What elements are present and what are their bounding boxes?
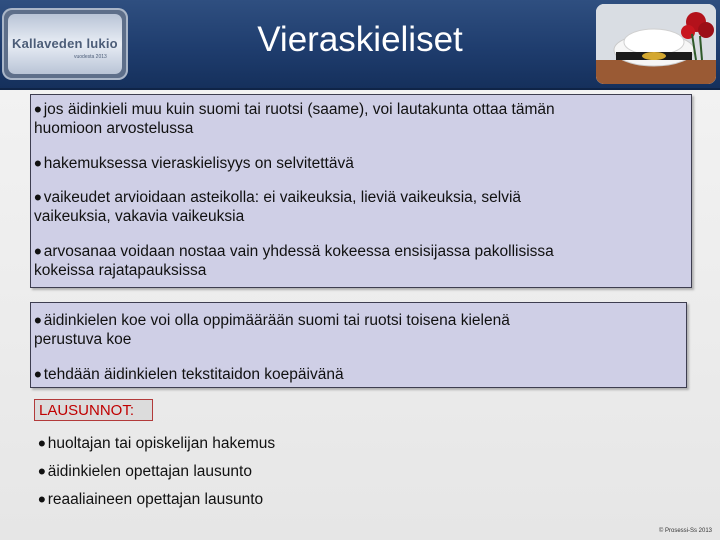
list-item-text: kokeissa rajatapauksissa <box>34 262 207 279</box>
lausunnot-label: LAUSUNNOT: <box>34 399 153 421</box>
list-item: • äidinkielen opettajan lausunto <box>38 459 252 484</box>
graduation-cap-image <box>596 4 716 84</box>
list-item: • reaaliaineen opettajan lausunto <box>38 487 264 512</box>
list-item: • jos äidinkieli muu kuin suomi tai ruotsi (saame), voi lautakunta ottaa tämän huomioon arvostelussa <box>34 97 555 137</box>
list-item: • äidinkielen koe voi olla oppimäärään suomi tai ruotsi toisena kielenä perustuva koe <box>34 308 510 348</box>
list-item: • huoltajan tai opiskelijan hakemus <box>38 431 276 456</box>
list-item: • arvosanaa voidaan nostaa vain yhdessä kokeessa ensisijassa pakollisissa kokeissa rajatapauksissa <box>34 239 554 279</box>
list-item-text: tehdään äidinkielen tekstitaidon koepäivänä <box>43 366 344 383</box>
list-item-text: vaikeuksia, vakavia vaikeuksia <box>34 208 245 225</box>
list-item-text: huomioon arvostelussa <box>34 120 194 137</box>
list-item-text: perustuva koe <box>34 331 132 348</box>
list-item-text: äidinkielen opettajan lausunto <box>47 463 252 480</box>
list-item-text: arvosanaa voidaan nostaa vain yhdessä kokeessa ensisijassa pakollisissa <box>43 243 554 260</box>
list-item-text: huoltajan tai opiskelijan hakemus <box>47 435 276 452</box>
logo-subtext: vuodesta 2013 <box>74 54 107 60</box>
list-item: • tehdään äidinkielen tekstitaidon koepäivänä <box>34 362 344 387</box>
school-logo <box>2 8 128 80</box>
list-item-text: hakemuksessa vieraskielisyys on selvitettävä <box>43 155 354 172</box>
list-item: • vaikeudet arvioidaan asteikolla: ei vaikeuksia, lieviä vaikeuksia, selviä vaikeuksia, vakavia vaikeuksia <box>34 185 522 225</box>
graduation-cap-photo <box>596 4 716 84</box>
list-item-text: reaaliaineen opettajan lausunto <box>47 491 264 508</box>
list-item-text: jos äidinkieli muu kuin suomi tai ruotsi (saame), voi lautakunta ottaa tämän <box>43 101 555 118</box>
logo-text: Kallaveden lukio <box>12 36 118 51</box>
list-item: • hakemuksessa vieraskielisyys on selvitettävä <box>34 151 354 176</box>
copyright-text: © Prosessi-Ss 2013 <box>658 528 712 534</box>
page-title: Vieraskieliset <box>257 20 463 59</box>
list-item-text: vaikeudet arvioidaan asteikolla: ei vaikeuksia, lieviä vaikeuksia, selviä <box>43 189 522 206</box>
list-item-text: äidinkielen koe voi olla oppimäärään suomi tai ruotsi toisena kielenä <box>43 312 510 329</box>
